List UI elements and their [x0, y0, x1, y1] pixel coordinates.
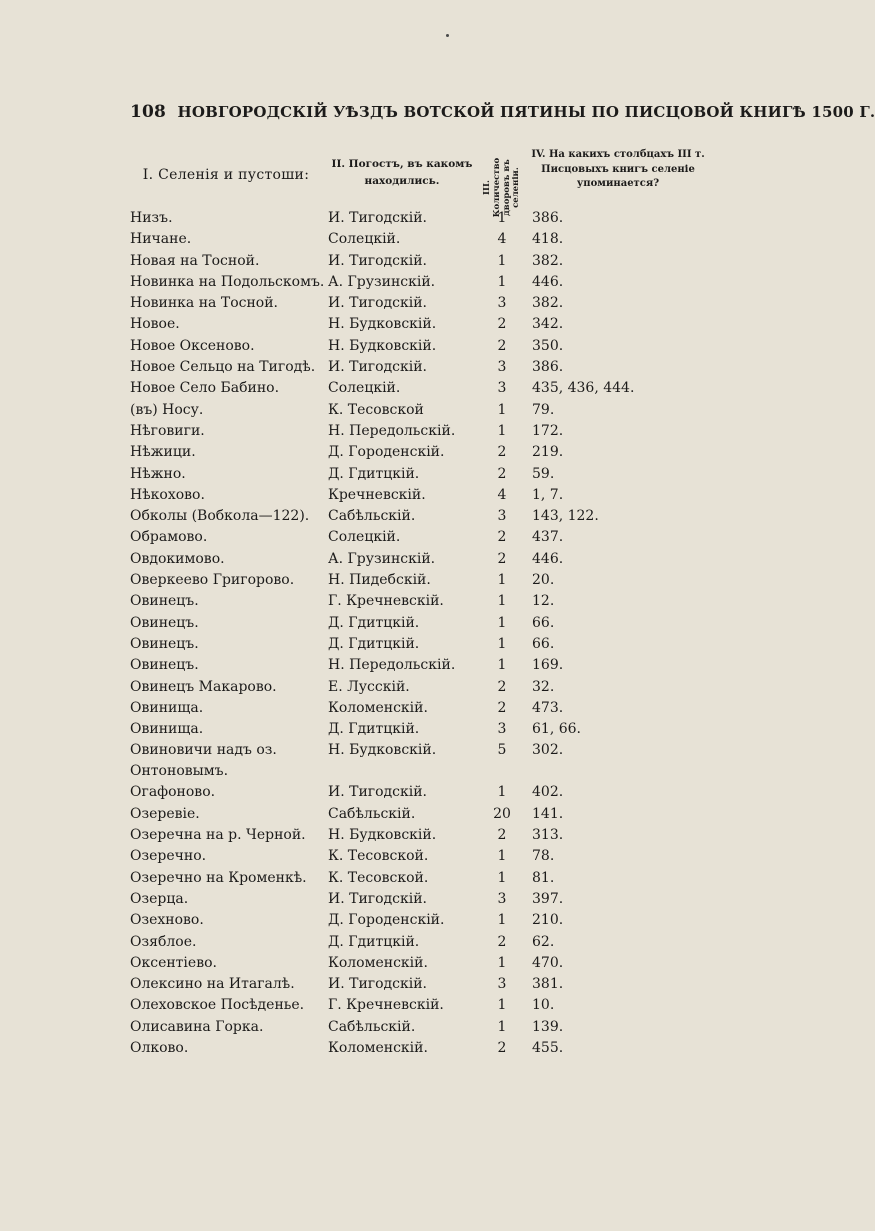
column-header-pogost: II. Погостъ, въ какомъ находились. [331, 158, 473, 187]
table-row [130, 634, 690, 655]
column-reference: 66. [532, 635, 555, 652]
pogost-name: Н. Будковскій. [328, 827, 437, 844]
household-count: 1 [497, 593, 507, 610]
pogost-name: Д. Городенскій. [328, 444, 445, 461]
pogost-name: Н. Передольскій. [328, 422, 456, 439]
settlement-name: Овинецъ. [130, 593, 199, 610]
household-count: 3 [497, 295, 507, 312]
pogost-name: И. Тигодскій. [328, 210, 428, 226]
pogost-name: И. Тигодскій. [328, 890, 428, 907]
household-count: 1 [497, 401, 507, 418]
settlement-name: Озехново. [130, 912, 204, 929]
settlement-name: Нѣжно. [130, 465, 186, 482]
settlement-name: Оксентіево. [130, 954, 217, 971]
column-reference: 313. [532, 827, 564, 844]
settlement-name: Нѣкохово. [130, 486, 205, 503]
settlement-name: Олково. [130, 1039, 189, 1056]
pogost-name: Н. Будковскій. [328, 316, 437, 333]
settlement-name: Новинка на Подольскомъ. [130, 273, 325, 290]
pogost-name: Солецкій. [328, 529, 401, 546]
household-count: 20 [493, 805, 511, 822]
table-row [130, 1038, 690, 1059]
household-count: 2 [497, 678, 507, 695]
column-reference: 382. [532, 252, 564, 269]
settlement-name: Огафоново. [130, 784, 216, 801]
table-row [130, 1017, 690, 1038]
column-reference: 435, 436, 444. [532, 380, 635, 397]
settlement-table [130, 208, 690, 1059]
table-row [130, 208, 690, 229]
pogost-name: Д. Гдитцкій. [328, 933, 420, 950]
household-count: 1 [497, 635, 507, 652]
column-reference: 350. [532, 337, 564, 354]
column-reference: 470. [532, 954, 564, 971]
settlement-name: Новая на Тосной. [130, 252, 260, 269]
settlement-name: Овинецъ Макарово. [130, 678, 277, 695]
table-row [130, 889, 690, 910]
household-count: 2 [497, 465, 507, 482]
pogost-name: Солецкій. [328, 231, 401, 248]
column-reference: 32. [532, 678, 555, 695]
pogost-name: Коломенскій. [328, 699, 428, 716]
column-header-references: IV. На какихъ столбцахъ III т. Писцовыхъ книгъ селеніе упоминается? [531, 149, 705, 189]
pogost-name: Д. Городенскій. [328, 912, 445, 929]
table-row [130, 932, 690, 953]
column-reference: 210. [532, 912, 564, 929]
pogost-name: Коломенскій. [328, 1039, 428, 1056]
table-row [130, 272, 690, 293]
table-row [130, 570, 690, 591]
table-row [130, 953, 690, 974]
table-row [130, 357, 690, 378]
household-count: 1 [497, 210, 507, 226]
table-row [130, 549, 690, 570]
settlement-name: Ничане. [130, 231, 192, 248]
household-count: 4 [497, 486, 507, 503]
table-row [130, 464, 690, 485]
pogost-name: Сабѣльскій. [328, 1018, 416, 1035]
household-count: 1 [497, 572, 507, 589]
pogost-name: А. Грузинскій. [328, 550, 436, 567]
household-count: 1 [497, 657, 507, 674]
settlement-name: Нѣжици. [130, 444, 196, 461]
table-row [130, 506, 690, 527]
column-reference: 446. [532, 550, 564, 567]
pogost-name: Д. Гдитцкій. [328, 721, 420, 738]
column-reference: 78. [532, 848, 555, 865]
household-count: 2 [497, 550, 507, 567]
pogost-name: Г. Кречневскій. [328, 593, 444, 610]
column-reference: 446. [532, 273, 564, 290]
pogost-name: Коломенскій. [328, 954, 428, 971]
household-count: 3 [497, 721, 507, 738]
pogost-name: И. Тигодскій. [328, 252, 428, 269]
page-number: 108 [130, 102, 167, 122]
pogost-name: К. Тесовской [328, 401, 424, 418]
household-count: 1 [497, 614, 507, 631]
table-row [130, 613, 690, 634]
settlement-name: Нѣговиги. [130, 422, 205, 439]
household-count: 1 [497, 422, 507, 439]
settlement-name: Озеречно на Кроменкѣ. [130, 869, 307, 886]
pogost-name: Сабѣльскій. [328, 805, 416, 822]
column-reference: 397. [532, 890, 564, 907]
column-reference: 381. [532, 976, 564, 993]
table-row [130, 740, 690, 782]
column-reference: 20. [532, 572, 555, 589]
column-reference: 402. [532, 784, 564, 801]
household-count: 3 [497, 976, 507, 993]
household-count: 2 [497, 316, 507, 333]
household-count: 1 [497, 252, 507, 269]
household-count: 2 [497, 529, 507, 546]
table-row [130, 868, 690, 889]
settlement-name: Обколы (Вобкола—122). [130, 508, 310, 525]
table-row [130, 229, 690, 250]
table-row [130, 825, 690, 846]
household-count: 1 [497, 997, 507, 1014]
table-row [130, 442, 690, 463]
column-reference: 139. [532, 1018, 564, 1035]
settlement-name: Овинецъ. [130, 657, 199, 674]
settlement-name: Овиновичи надъ оз. Онтоновымъ. [130, 742, 277, 780]
settlement-name: Озеречно. [130, 848, 207, 865]
household-count: 1 [497, 954, 507, 971]
table-row [130, 314, 690, 335]
table-row [130, 677, 690, 698]
pogost-name: Кречневскій. [328, 486, 426, 503]
settlement-name: Новое Село Бабино. [130, 380, 280, 397]
column-reference: 172. [532, 422, 564, 439]
column-reference: 66. [532, 614, 555, 631]
settlement-name: Озеревіе. [130, 805, 200, 822]
household-count: 2 [497, 933, 507, 950]
pogost-name: И. Тигодскій. [328, 295, 428, 312]
table-row [130, 846, 690, 867]
household-count: 1 [497, 1018, 507, 1035]
pogost-name: Н. Будковскій. [328, 742, 437, 759]
household-count: 1 [497, 784, 507, 801]
column-reference: 219. [532, 444, 564, 461]
pogost-name: К. Тесовской. [328, 869, 429, 886]
pogost-name: А. Грузинскій. [328, 273, 436, 290]
settlement-name: Овинецъ. [130, 614, 199, 631]
table-row [130, 719, 690, 740]
pogost-name: И. Тигодскій. [328, 976, 428, 993]
household-count: 2 [497, 337, 507, 354]
table-row [130, 251, 690, 272]
column-header-households-text: III. Количество дворовъ въ селеніи. [482, 158, 522, 218]
pogost-name: Д. Гдитцкій. [328, 635, 420, 652]
household-count: 3 [497, 359, 507, 376]
household-count: 1 [497, 869, 507, 886]
column-reference: 302. [532, 742, 564, 759]
column-reference: 455. [532, 1039, 564, 1056]
household-count: 2 [497, 699, 507, 716]
column-reference: 169. [532, 657, 564, 674]
settlement-name: Новое Оксеново. [130, 337, 255, 354]
table-row [130, 485, 690, 506]
household-count: 2 [497, 444, 507, 461]
table-row [130, 974, 690, 995]
settlement-name: Овдокимово. [130, 550, 225, 567]
settlement-name: Оверкеево Григорово. [130, 572, 295, 589]
settlement-name: Овинища. [130, 699, 204, 716]
table-row [130, 421, 690, 442]
column-reference: 61, 66. [532, 721, 581, 738]
settlement-name: Олисавина Горка. [130, 1018, 264, 1035]
settlement-name: Новое Сельцо на Тигодѣ. [130, 359, 316, 376]
settlement-name: Озеречна на р. Черной. [130, 827, 306, 844]
table-row [130, 655, 690, 676]
column-reference: 62. [532, 933, 555, 950]
table-row [130, 591, 690, 612]
table-row [130, 782, 690, 803]
running-title: НОВГОРОДСКІЙ УѢЗДЪ ВОТСКОЙ ПЯТИНЫ ПО ПИСЦОВОЙ КНИГѢ 1500 Г. [177, 103, 875, 121]
pogost-name: Солецкій. [328, 380, 401, 397]
column-reference: 10. [532, 997, 555, 1014]
column-reference: 141. [532, 805, 564, 822]
ink-speck [446, 34, 449, 37]
household-count: 2 [497, 827, 507, 844]
column-header-settlements: I. Селенія и пустоши: [142, 167, 310, 183]
settlement-name: Озерца. [130, 890, 189, 907]
settlement-name: Олеховское Посѣденье. [130, 997, 305, 1014]
table-row [130, 336, 690, 357]
pogost-name: Д. Гдитцкій. [328, 465, 420, 482]
settlement-name: Новое. [130, 316, 180, 333]
table-row [130, 293, 690, 314]
table-row [130, 995, 690, 1016]
pogost-name: И. Тигодскій. [328, 359, 428, 376]
table-row [130, 400, 690, 421]
column-reference: 386. [532, 359, 564, 376]
settlement-name: Новинка на Тосной. [130, 295, 279, 312]
household-count: 1 [497, 273, 507, 290]
column-reference: 342. [532, 316, 564, 333]
household-count: 3 [497, 380, 507, 397]
column-reference: 382. [532, 295, 564, 312]
pogost-name: К. Тесовской. [328, 848, 429, 865]
settlement-name: Озяблое. [130, 933, 197, 950]
household-count: 3 [497, 508, 507, 525]
settlement-name: (въ) Носу. [130, 401, 204, 418]
settlement-name: Низъ. [130, 210, 173, 226]
column-reference: 12. [532, 593, 555, 610]
settlement-name: Олексино на Итагалѣ. [130, 976, 295, 993]
column-reference: 1, 7. [532, 486, 564, 503]
table-row [130, 804, 690, 825]
household-count: 3 [497, 890, 507, 907]
column-reference: 418. [532, 231, 564, 248]
column-reference: 143, 122. [532, 508, 599, 525]
column-reference: 81. [532, 869, 555, 886]
column-reference: 59. [532, 465, 555, 482]
household-count: 1 [497, 848, 507, 865]
pogost-name: Сабѣльскій. [328, 508, 416, 525]
pogost-name: Н. Будковскій. [328, 337, 437, 354]
settlement-name: Овинецъ. [130, 635, 199, 652]
table-row [130, 378, 690, 399]
household-count: 1 [497, 912, 507, 929]
column-reference: 473. [532, 699, 564, 716]
pogost-name: Н. Передольскій. [328, 657, 456, 674]
household-count: 2 [497, 1039, 507, 1056]
table-row [130, 527, 690, 548]
column-reference: 386. [532, 210, 564, 226]
page-header [130, 102, 875, 122]
table-row [130, 698, 690, 719]
pogost-name: Е. Лусскій. [328, 678, 410, 695]
settlement-name: Овинища. [130, 721, 204, 738]
pogost-name: Д. Гдитцкій. [328, 614, 420, 631]
settlement-name: Обрамово. [130, 529, 208, 546]
household-count: 4 [497, 231, 507, 248]
pogost-name: И. Тигодскій. [328, 784, 428, 801]
column-reference: 437. [532, 529, 564, 546]
pogost-name: Г. Кречневскій. [328, 997, 444, 1014]
household-count: 5 [497, 742, 507, 759]
pogost-name: Н. Пидебскій. [328, 572, 431, 589]
column-reference: 79. [532, 401, 555, 418]
table-row [130, 910, 690, 931]
